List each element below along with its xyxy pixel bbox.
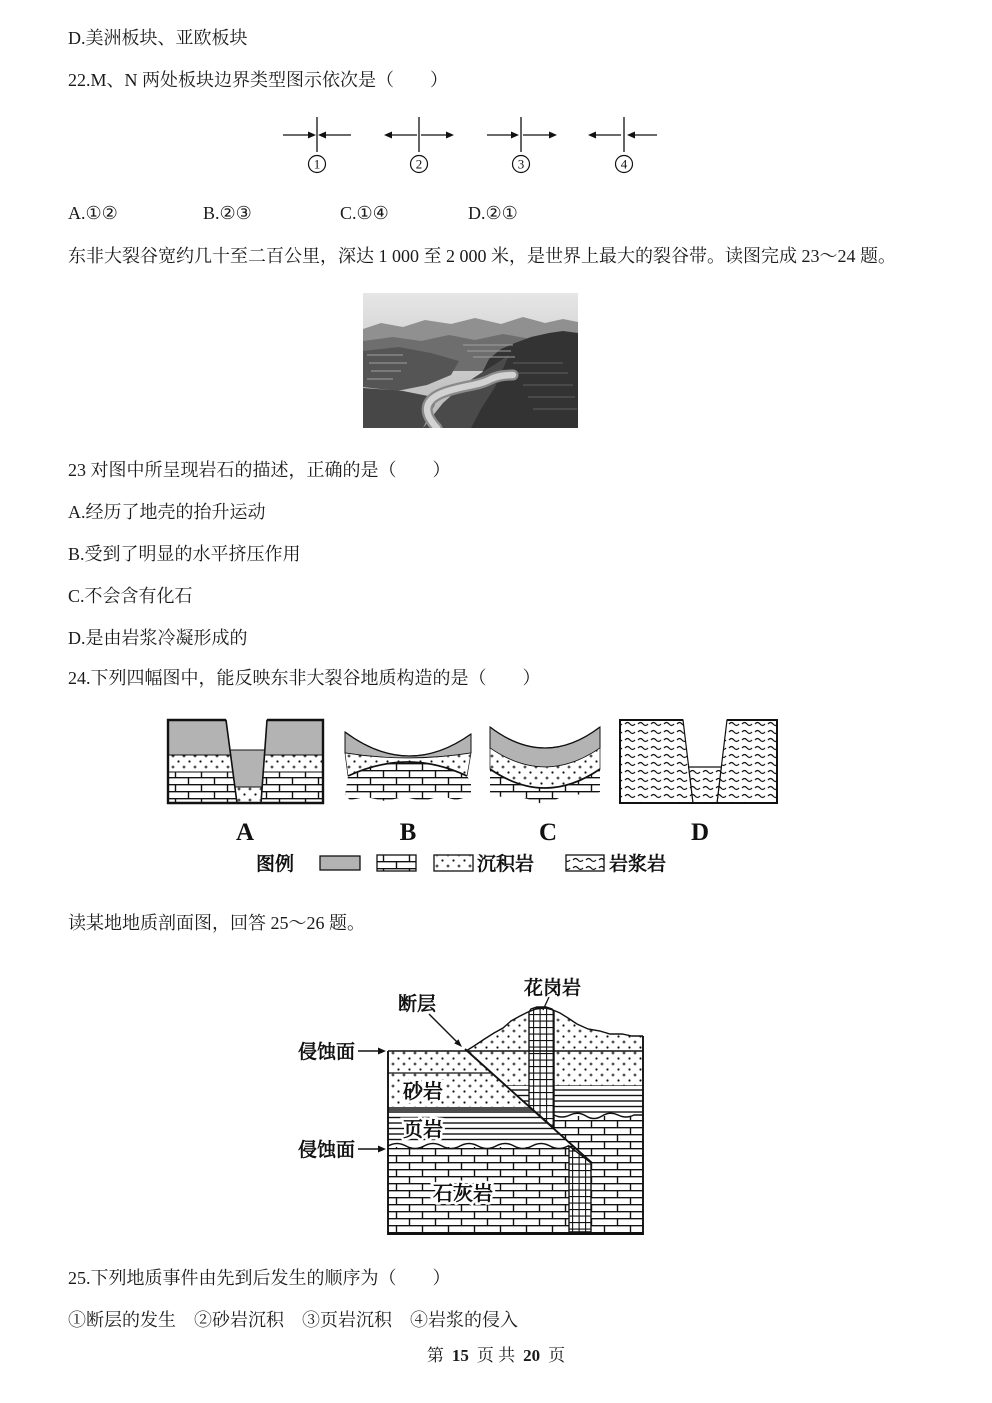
- erosion-surface-label-top: 侵蚀面: [298, 1042, 356, 1063]
- footer-suffix: 页: [548, 1346, 566, 1365]
- erosion-surface-label-bottom: 侵蚀面: [298, 1140, 356, 1161]
- legend-igneous-label: 岩浆岩: [609, 854, 667, 875]
- fault-callout-line: [429, 1014, 457, 1042]
- question-23-stem: 23 对图中所呈现岩石的描述，正确的是（ ）: [68, 460, 451, 480]
- footer-middle: 页 共: [476, 1346, 516, 1365]
- figure-number-3: 3: [517, 156, 525, 172]
- limestone-label: 石灰岩: [433, 1183, 493, 1205]
- q23-option-b: B.受到了明显的水平挤压作用: [68, 544, 301, 564]
- shale-label: 页岩: [403, 1119, 443, 1141]
- q23-option-d: D.是由岩浆冷凝形成的: [68, 628, 248, 648]
- legend-igneous-swatch: [566, 855, 604, 871]
- footer-page-number: 15: [451, 1346, 469, 1365]
- cross-section-passage: 读某地地质剖面图，回答 25～26 题。: [68, 913, 365, 933]
- diagram-c-syncline: [490, 727, 600, 805]
- legend-dotted-swatch: [434, 855, 473, 871]
- figure-letter-a: A: [235, 819, 255, 846]
- legend-sedimentary-label: 沉积岩: [477, 854, 535, 875]
- figure-legend: [256, 852, 666, 875]
- footer-total-pages: 20: [523, 1346, 541, 1365]
- arrowheads: [308, 132, 635, 139]
- question-24-stem: 24.下列四幅图中，能反映东非大裂谷地质构造的是（ ）: [68, 668, 541, 688]
- diagram-a-graben: [168, 720, 323, 803]
- q23-option-c: C.不会含有化石: [68, 586, 193, 606]
- diagram-d-igneous-graben: [620, 720, 777, 803]
- option-d-previous-question: D.美洲板块、亚欧板块: [68, 28, 248, 48]
- granite-column-upper: [529, 1007, 554, 1128]
- figure-number-4: 4: [620, 156, 628, 172]
- erosion-top-arrowhead: [378, 1048, 386, 1055]
- geologic-structure-options-figure: [155, 712, 800, 884]
- circled-number-labels: [309, 156, 633, 173]
- q22-option-d: D.②①: [468, 203, 518, 223]
- q22-option-b: B.②③: [203, 203, 252, 223]
- q22-option-c: C.①④: [340, 203, 389, 223]
- question-25-events: ①断层的发生 ②砂岩沉积 ③页岩沉积 ④岩浆的侵入: [68, 1310, 518, 1330]
- legend-brick-swatch: [377, 855, 416, 871]
- rift-valley-canyon-photo: [363, 293, 578, 428]
- geologic-cross-section-figure: [288, 972, 653, 1244]
- q23-option-a: A.经历了地壳的抬升运动: [68, 502, 266, 522]
- figure-number-2: 2: [415, 156, 423, 172]
- question-25-stem: 25.下列地质事件由先到后发生的顺序为（ ）: [68, 1268, 451, 1288]
- plate-boundary-type-figure: [270, 112, 670, 176]
- erosion-bottom-arrowhead: [378, 1146, 386, 1153]
- legend-title: 图例: [256, 854, 295, 875]
- q22-option-a: A.①②: [68, 203, 118, 223]
- granite-label: 花岗岩: [524, 978, 582, 999]
- figure-letter-b: B: [399, 819, 417, 846]
- dark-band: [388, 1107, 536, 1113]
- boundary-diagram-lines: [283, 117, 657, 152]
- figure-letter-c: C: [538, 819, 558, 846]
- figure-number-1: 1: [313, 156, 321, 172]
- page-footer: [0, 1341, 992, 1366]
- fault-label: 断层: [398, 994, 437, 1015]
- rift-valley-passage: 东非大裂谷宽约几十至二百公里，深达 1 000 至 2 000 米，是世界上最大的裂谷带。读图完成 23～24 题。: [68, 246, 896, 266]
- figure-letter-d: D: [690, 819, 710, 846]
- legend-gray-swatch: [320, 856, 360, 870]
- sandstone-label: 砂岩: [403, 1081, 443, 1103]
- question-22-stem: 22.M、N 两处板块边界类型图示依次是（ ）: [68, 70, 449, 90]
- footer-prefix: 第: [426, 1346, 444, 1365]
- diagram-b-anticline: [345, 732, 471, 801]
